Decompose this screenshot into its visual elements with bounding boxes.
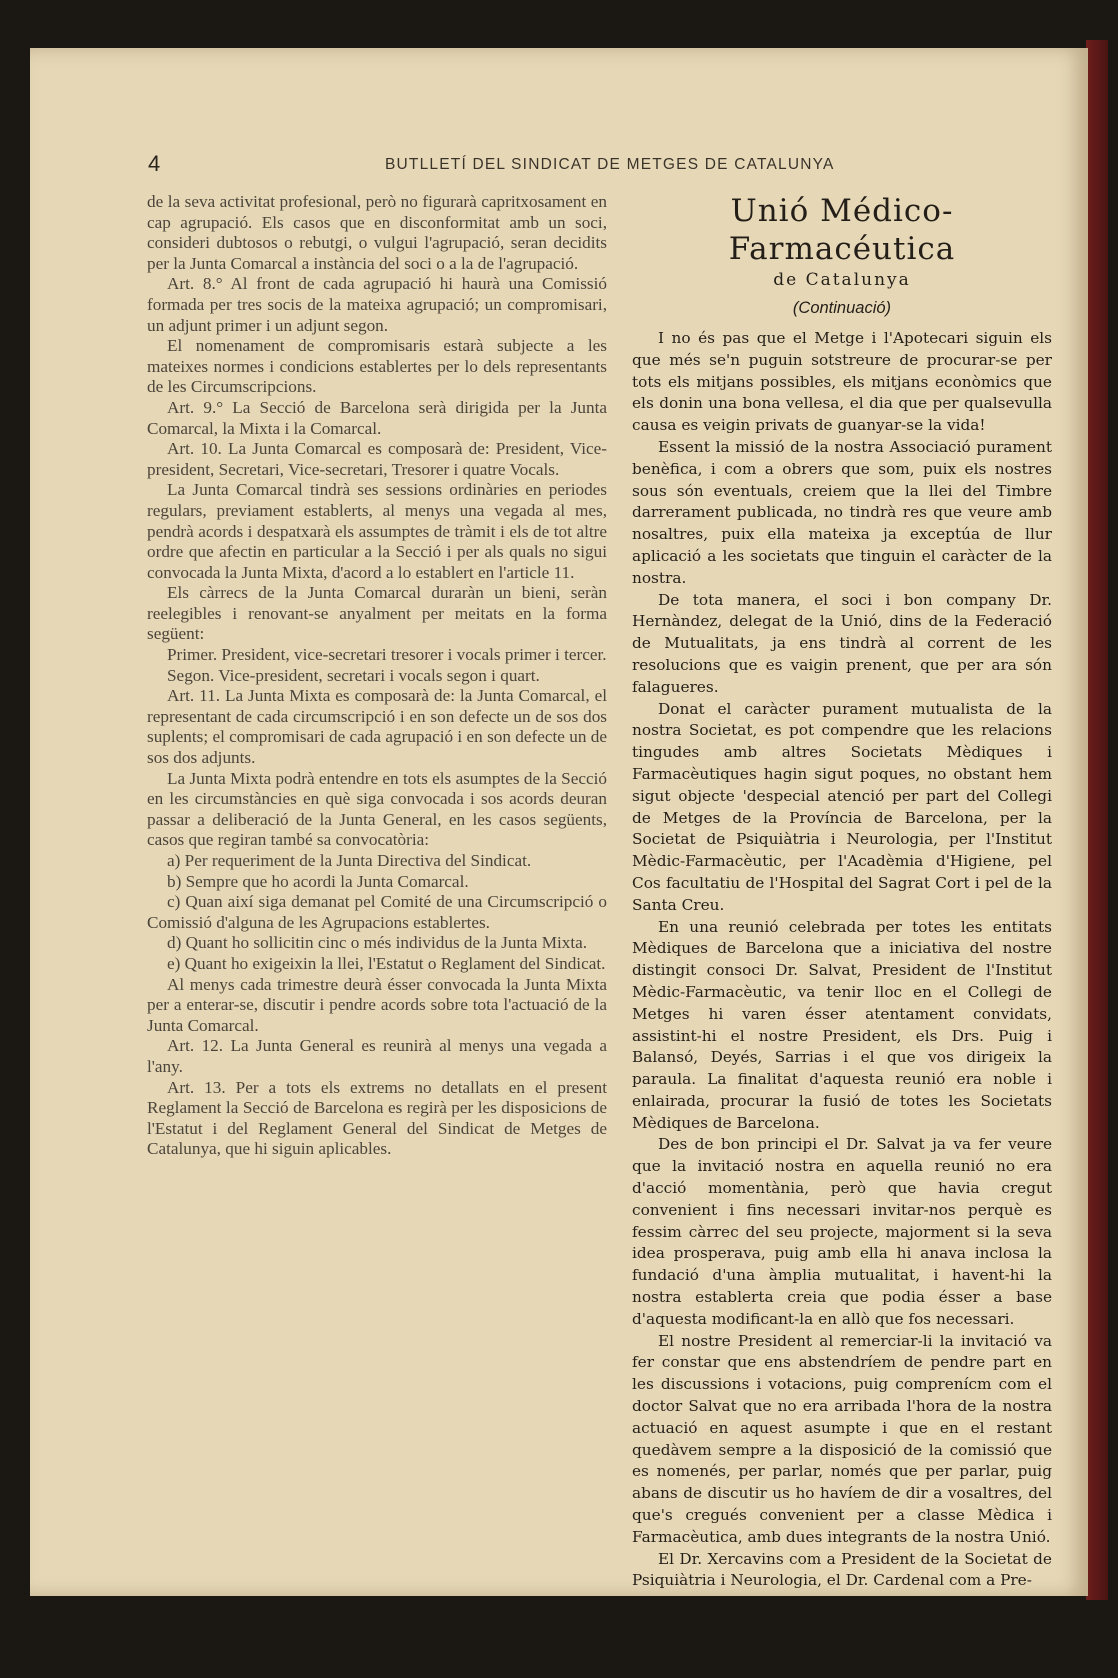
left-column [147, 192, 607, 1160]
continuation-label: (Continuació) [792, 299, 892, 317]
paragraph: Els càrrecs de la Junta Comarcal duraràn un bieni, seràn reelegibles i renovant-se anyalment per meitats en la forma següent: [147, 583, 607, 644]
paragraph: El nomenament de compromisaris estarà subjecte a les mateixes normes i condicions establertes per lo dels representants de les Circumscripcions. [147, 336, 607, 397]
article-subtitle: de Catalunya [773, 270, 911, 290]
page-number: 4 [148, 151, 161, 176]
paragraph: El Dr. Xercavins com a President de la Societat de Psiquiàtria i Neurologia, el Dr. Cardenal com a Pre- [632, 1549, 1052, 1590]
paragraph: Des de bon principi el Dr. Salvat ja va fer veure que la invitació nostra en aquella reunió no era d'acció momentània, però que havia cregut convenient i fins necessari invitar-nos perquè es fessim càrrec del seu projecte, majorment si la seva idea prosperava, puig amb ella hi anava inclosa la fundació d'una àmplia mutualitat, i havent-hi la nostra establerta creia que podia ésser a base d'aquesta modificant-la en allò que fos necessari. [632, 1135, 1052, 1328]
paragraph: Al menys cada trimestre deurà ésser convocada la Junta Mixta per a enterar-se, discutir i pendre acords sobre tota l'actuació de la Junta Comarcal. [147, 974, 607, 1035]
paragraph: La Junta Mixta podrà entendre en tots els asumptes de la Secció en les circumstàncies en què siga convocada i sos acords deuran passar a deliberació de la Junta General, en les casos següents, casos que regiran també sa convocatòria: [147, 768, 607, 850]
paragraph: De tota manera, el soci i bon company Dr. Hernàndez, delegat de la Unió, dins de la Federació de Mutualitats, ja ens tindrà al corrent de les resolucions que es vaigin prenent, que per ara són falagueres. [632, 590, 1052, 696]
paragraph: I no és pas que el Metge i l'Apotecari siguin els que més se'n puguin sotstreure de procurar-se per tots els mitjans possibles, els mitjans econòmics que els donin una bona vellesa, el dia que per qualsevulla causa es veigin privats de guanyar-se la vida! [632, 329, 1052, 435]
list-item: d) Quant ho sollicitin cinc o més individus de la Junta Mixta. [167, 933, 588, 953]
book-edge [1086, 40, 1108, 1600]
paragraph: Art. 13. Per a tots els extrems no detallats en el present Reglament la Secció de Barcelona es regirà per les disposicions de l'Estatut i del Reglament General del Sindicat de Metges de Catalunya, que hi siguin aplicables. [147, 1077, 607, 1159]
paragraph: La Junta Comarcal tindrà ses sessions ordinàries en periodes regulars, previament establerts, al menys una vegada al mes, pendrà acords i despatxarà els assumptes de tràmit i els de tot altre ordre que afectin en particular a la Secció i per als quals no sigui convocada la Junta Mixta, d'acord a lo establert en l'article 11. [147, 480, 607, 582]
list-item: e) Quant ho exigeixin la llei, l'Estatut o Reglament del Sindicat. [167, 953, 606, 973]
paragraph: Donat el caràcter purament mutualista de la nostra Societat, es pot compendre que les relacions tingudes amb altres Societats Mèdiques i Farmacèutiques hagin sigut poques, no obstant hem sigut objecte 'despecial atenció per part del Collegi de Metges de la Província de Barcelona, per la Societat de Psiquiàtria i Neurologia, per l'Institut Mèdic-Farmacèutic, per l'Acadèmia d'Higiene, pel Cos facultatiu de l'Hospital del Sagrat Cort i pel de la Santa Creu. [632, 699, 1052, 914]
running-head: BUTLLETÍ DEL SINDICAT DE METGES DE CATALUNYA [385, 156, 835, 173]
document-page [30, 48, 1088, 1596]
paragraph: El nostre President al remerciar-li la invitació va fer constar que ens abstendríem de pendre part en les discussions i votacions, puig comprenícm com el doctor Salvat que no era arribada l'hora de la nostra actuació en aquest asumpte i que en el restant quedàvem sempre a la disposició de la comissió que es nomenés, per parlar, només que per parlar, puig abans de discutir us ho havíem de dir a vosaltres, del que's cregués convenient per a classe Mèdica i Farmacèutica, amb dues integrants de la nostra Unió. [632, 1331, 1052, 1546]
paragraph: Art. 11. La Junta Mixta es composarà de: la Junta Comarcal, el representant de cada circumscripció i en son defecte un de sos dos suplents; el compromisari de cada agrupació i en son defecte un de sos dos adjunts. [147, 686, 607, 768]
paragraph: Segon. Vice-president, secretari i vocals segon i quart. [167, 665, 540, 685]
article-title: Unió Médico-Farmacéutica [728, 193, 956, 267]
paragraph: Essent la missió de la nostra Associació purament benèfica, i com a obrers que som, puix els nostres sous són eventuals, creiem que la llei del Timbre darrerament publicada, no tindrà res que veure amb nosaltres, puix ella mateixa ja exceptúa de llur aplicació a les societats que tinguin el caràcter de la nostra. [632, 437, 1052, 587]
list-item: b) Sempre que ho acordi la Junta Comarcal. [167, 871, 469, 891]
page-header [30, 151, 1088, 177]
paragraph: En una reunió celebrada per totes les entitats Mèdiques de Barcelona que a iniciativa del nostre distingit consoci Dr. Salvat, President de l'Institut Mèdic-Farmacèutic, va tenir lloc en el Collegi de Metges hi varen ésser atentament convidats, assistint-hi el nostre President, els Drs. Puig i Balansó, Deyés, Sarrias i el que vos dirigeix la paraula. La finalitat d'aquesta reunió era noble i enlairada, procurar la fusió de totes les Societats Mèdiques de Barcelona. [632, 917, 1052, 1132]
list-item: a) Per requeriment de la Junta Directiva del Sindicat. [167, 851, 532, 870]
paragraph: Art. 9.° La Secció de Barcelona serà dirigida per la Junta Comarcal, la Mixta i la Comarcal. [147, 397, 607, 438]
paragraph: de la seva activitat profesional, però no figurarà capritxosament en cap agrupació. Els casos que en disconformitat amb un soci, consideri dubtosos o rebutgi, o vulgui l'agrupació, seran decidits per la Junta Comarcal a instància del soci o a la de l'agrupació. [147, 192, 607, 273]
paragraph: Art. 12. La Junta General es reunirà al menys una vegada a l'any. [147, 1036, 607, 1076]
paragraph: Art. 10. La Junta Comarcal es composarà de: President, Vice-president, Secretari, Vice-secretari, Tresorer i quatre Vocals. [147, 439, 607, 479]
paragraph: Art. 8.° Al front de cada agrupació hi haurà una Comissió formada per tres socis de la mateixa agrupació; un compromisari, un adjunt primer i un adjunt segon. [147, 274, 607, 335]
right-column [632, 192, 1052, 1592]
paragraph: Primer. President, vice-secretari tresorer i vocals primer i tercer. [167, 645, 607, 665]
list-item: c) Quan així siga demanat pel Comité de una Circumscripció o Comissió d'alguna de les Agrupacions establertes. [147, 892, 607, 932]
